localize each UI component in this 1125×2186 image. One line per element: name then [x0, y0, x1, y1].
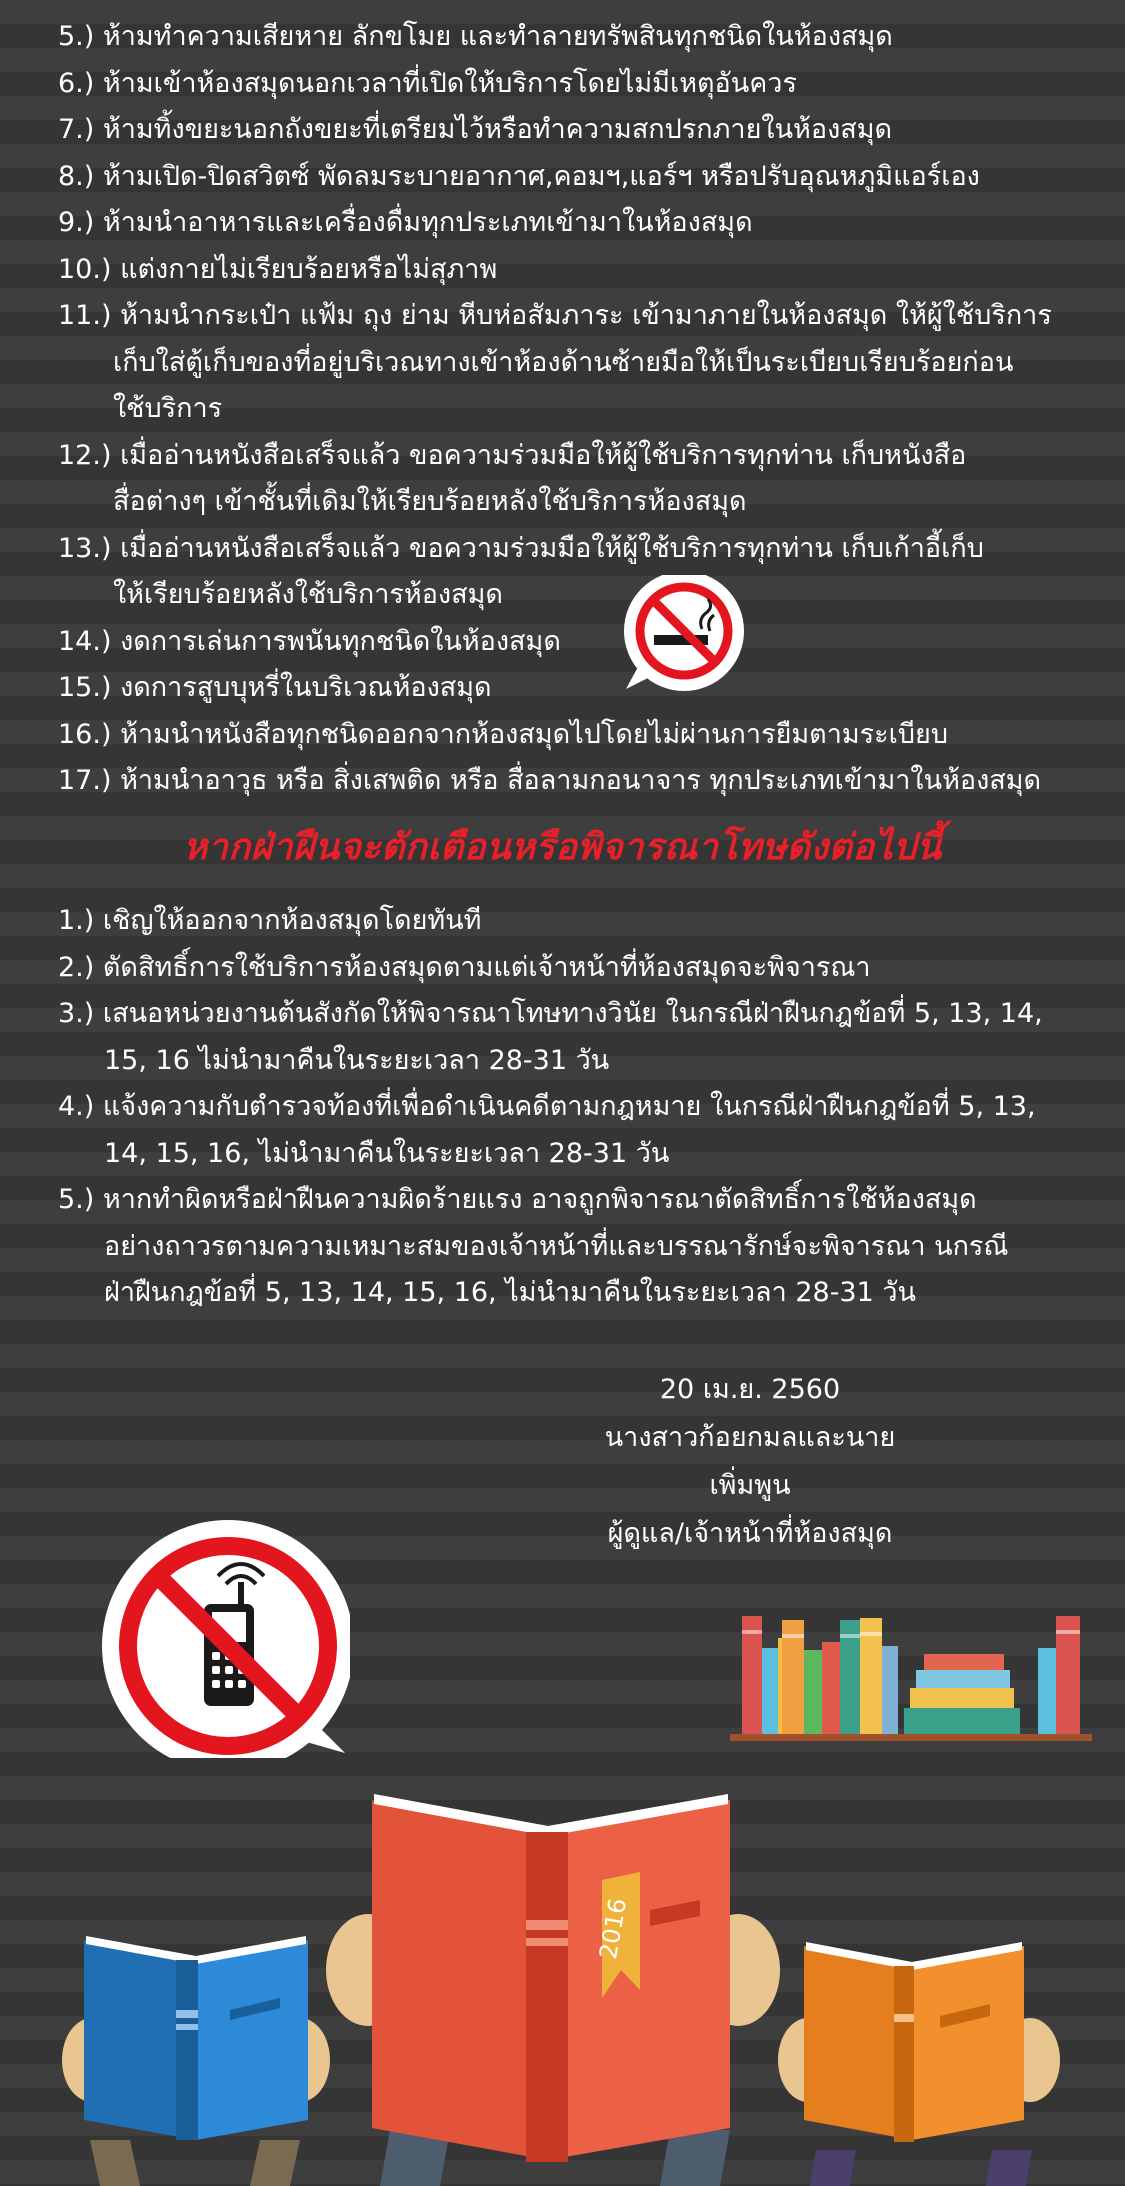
- penalty-item-text: ตัดสิทธิ์การใช้บริการห้องสมุดตามแต่เจ้าหน้าที่ห้องสมุดจะพิจารณา: [102, 951, 871, 983]
- rule-item-text: ห้ามทิ้งขยะนอกถังขยะที่เตรียมไว้หรือทำความสกปรกภายในห้องสมุด: [102, 114, 893, 145]
- rule-item: [58, 61, 1108, 108]
- penalty-item-number: 3.): [58, 998, 95, 1029]
- penalty-item-number: 2.): [58, 951, 95, 983]
- penalty-item-number: 4.): [58, 1091, 95, 1122]
- penalty-item-text: เสนอหน่วยงานต้นสังกัดให้พิจารณาโทษทางวินัย ในกรณีฝ่าฝืนกฎข้อที่ 5, 13, 14,: [102, 998, 1043, 1029]
- bookshelf-illustration: [728, 1610, 1098, 1750]
- penalty-item: [58, 991, 1118, 1084]
- rule-item-text: เมื่ออ่านหนังสือเสร็จแล้ว ขอความร่วมมือให้ผู้ใช้บริการทุกท่าน เก็บเก้าอี้เก็บ: [120, 532, 984, 564]
- no-smoking-icon: [620, 575, 750, 695]
- rule-item-text: ห้ามนำอาวุธ หรือ สิ่งเสพติด หรือ สื่อลามกอนาจาร ทุกประเภทเข้ามาในห้องสมุด: [120, 765, 1042, 796]
- rule-item: [58, 14, 1108, 61]
- penalty-item-text: 15, 16 ไม่นำมาคืนในระยะเวลา 28-31 วัน: [104, 1044, 610, 1076]
- rule-item: [58, 433, 1108, 526]
- rule-item: [58, 619, 1108, 666]
- book-label: 2016: [594, 1896, 633, 1962]
- rule-item-number: 11.): [58, 300, 112, 331]
- rule-item-number: 9.): [58, 207, 95, 238]
- rule-item-number: 5.): [58, 21, 95, 52]
- penalty-item-number: 5.): [58, 1184, 95, 1215]
- rule-item-text: งดการสูบบุหรี่ในบริเวณห้องสมุด: [120, 672, 492, 703]
- rule-item-text: เมื่ออ่านหนังสือเสร็จแล้ว ขอความร่วมมือให้ผู้ใช้บริการทุกท่าน เก็บหนังสือ: [120, 439, 967, 471]
- penalty-item-text: หากทำผิดหรือฝ่าฝืนความผิดร้ายแรง อาจถูกพิจารณาตัดสิทธิ์การใช้ห้องสมุด: [102, 1184, 977, 1215]
- rule-item-text: ใช้บริการ: [113, 393, 223, 424]
- rule-item-text: สื่อต่างๆ เข้าชั้นที่เดิมให้เรียบร้อยหลังใช้บริการห้องสมุด: [113, 486, 747, 517]
- rule-item-number: 7.): [58, 114, 95, 145]
- rule-item-text: ห้ามนำหนังสือทุกชนิดออกจากห้องสมุดไปโดยไม่ผ่านการยืมตามระเบียบ: [120, 718, 949, 750]
- rule-item: [58, 665, 1108, 712]
- signature-block: [600, 1366, 900, 1558]
- rule-item: [58, 758, 1108, 805]
- rule-item: [58, 154, 1108, 201]
- warning-heading: หากฝ่าฝืนจะตักเตือนหรือพิจารณาโทษดังต่อไปนี้: [183, 826, 942, 868]
- rule-item-number: 16.): [58, 718, 112, 750]
- penalty-item-number: 1.): [58, 905, 95, 936]
- signature-role: ผู้ดูแล/เจ้าหน้าที่ห้องสมุด: [607, 1518, 893, 1549]
- penalty-item: [58, 1177, 1118, 1317]
- rule-item-number: 12.): [58, 439, 112, 471]
- readers-illustration: [0, 1760, 1125, 2186]
- penalty-item: [58, 1084, 1118, 1177]
- no-phone-icon: [100, 1518, 350, 1758]
- rule-item: [58, 247, 1108, 294]
- penalty-item-text: แจ้งความกับตำรวจท้องที่เพื่อดำเนินคดีตามกฎหมาย ในกรณีฝ่าฝืนกฎข้อที่ 5, 13,: [102, 1091, 1036, 1122]
- rules-list: [58, 14, 1108, 805]
- penalty-item: [58, 898, 1118, 945]
- penalty-item-text: เชิญให้ออกจากห้องสมุดโดยทันที: [102, 905, 482, 936]
- signature-names: นางสาวก้อยกมลและนายเพิ่มพูน: [604, 1422, 896, 1501]
- rule-item: [58, 712, 1108, 759]
- rule-item-text: ห้ามนำอาหารและเครื่องดื่มทุกประเภทเข้ามาในห้องสมุด: [102, 207, 753, 238]
- penalty-item-text: อย่างถาวรตามความเหมาะสมของเจ้าหน้าที่และบรรณารักษ์จะพิจารณา นกรณี: [104, 1230, 1009, 1262]
- rule-item-text: เก็บใส่ตู้เก็บของที่อยู่บริเวณทางเข้าห้องด้านซ้ายมือให้เป็นระเบียบเรียบร้อยก่อน: [113, 346, 1014, 378]
- rule-item-number: 13.): [58, 532, 112, 564]
- rule-item-number: 15.): [58, 672, 112, 703]
- rule-item-text: ห้ามเปิด-ปิดสวิตซ์ พัดลมระบายอากาศ,คอมฯ,แอร์ฯ หรือปรับอุณหภูมิแอร์เอง: [102, 160, 980, 192]
- rule-item: [58, 200, 1108, 247]
- penalty-item: [58, 945, 1118, 992]
- penalty-item-text: ฝ่าฝืนกฎข้อที่ 5, 13, 14, 15, 16, ไม่นำมาคืนในระยะเวลา 28-31 วัน: [104, 1277, 916, 1308]
- penalties-list: [58, 898, 1118, 1317]
- rule-item-number: 6.): [58, 67, 95, 99]
- rule-item-number: 14.): [58, 625, 112, 657]
- rule-item-text: ให้เรียบร้อยหลังใช้บริการห้องสมุด: [113, 579, 503, 610]
- rule-item-number: 8.): [58, 160, 95, 192]
- rule-item-text: ห้ามนำกระเป๋า แฟ้ม ถุง ย่าม หีบห่อสัมภาระ เข้ามาภายในห้องสมุด ให้ผู้ใช้บริการ: [120, 300, 1052, 331]
- rule-item-text: ห้ามเข้าห้องสมุดนอกเวลาที่เปิดให้บริการโดยไม่มีเหตุอันควร: [102, 67, 797, 99]
- rule-item-text: แต่งกายไม่เรียบร้อยหรือไม่สุภาพ: [120, 253, 498, 285]
- rule-item-number: 10.): [58, 253, 112, 285]
- rule-item: [58, 107, 1108, 154]
- rule-item: [58, 526, 1108, 619]
- signature-date: 20 เม.ย. 2560: [659, 1374, 841, 1405]
- rule-item: [58, 293, 1108, 433]
- penalty-item-text: 14, 15, 16, ไม่นำมาคืนในระยะเวลา 28-31 วัน: [104, 1137, 670, 1169]
- rule-item-text: งดการเล่นการพนันทุกชนิดในห้องสมุด: [120, 625, 561, 657]
- rule-item-text: ห้ามทำความเสียหาย ลักขโมย และทำลายทรัพสินทุกชนิดในห้องสมุด: [102, 21, 893, 52]
- rule-item-number: 17.): [58, 765, 112, 796]
